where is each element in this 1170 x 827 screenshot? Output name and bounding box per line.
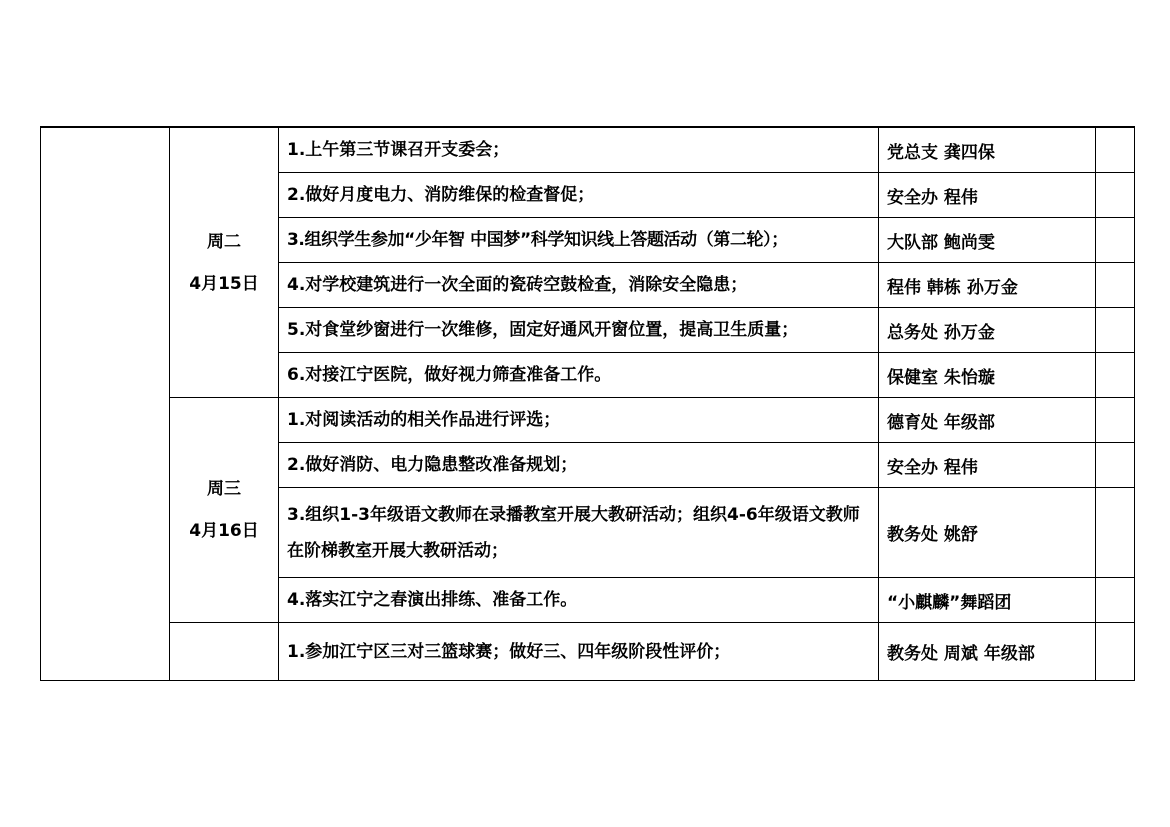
day-cell (170, 398, 279, 623)
task-cell: 6.对接江宁医院，做好视力筛查准备工作。 (279, 353, 879, 398)
task-cell: 4.落实江宁之春演出排练、准备工作。 (279, 578, 879, 623)
note-cell (1096, 308, 1135, 353)
dept-cell: 教务处 姚舒 (879, 488, 1096, 578)
note-cell (1096, 263, 1135, 308)
note-cell (1096, 443, 1135, 488)
week-cell (41, 127, 170, 681)
dept-cell: 德育处 年级部 (879, 398, 1096, 443)
task-cell: 5.对食堂纱窗进行一次维修，固定好通风开窗位置，提高卫生质量； (279, 308, 879, 353)
schedule-table (40, 126, 1135, 681)
task-cell: 2.做好消防、电力隐患整改准备规划； (279, 443, 879, 488)
day-cell (170, 623, 279, 681)
weekday-label: 周三 (207, 479, 241, 499)
date-label: 4月16日 (189, 521, 259, 541)
task-cell: 3.组织1-3年级语文教师在录播教室开展大教研活动；组织4-6年级语文教师在阶梯教室开展大教研活动； (279, 488, 879, 578)
note-cell (1096, 353, 1135, 398)
table-row (41, 127, 1135, 173)
note-cell (1096, 398, 1135, 443)
dept-cell: 大队部 鲍尚雯 (879, 218, 1096, 263)
note-cell (1096, 488, 1135, 578)
task-cell: 1.对阅读活动的相关作品进行评选； (279, 398, 879, 443)
note-cell (1096, 127, 1135, 173)
note-cell (1096, 623, 1135, 681)
weekday-label: 周二 (207, 231, 241, 252)
task-cell: 1.上午第三节课召开支委会； (279, 127, 879, 173)
task-cell: 2.做好月度电力、消防维保的检查督促； (279, 173, 879, 218)
date-label: 4月15日 (189, 273, 259, 294)
task-cell: 3.组织学生参加“少年智 中国梦”科学知识线上答题活动（第二轮）； (279, 218, 879, 263)
note-cell (1096, 173, 1135, 218)
dept-cell: 安全办 程伟 (879, 173, 1096, 218)
dept-cell: 保健室 朱怡璇 (879, 353, 1096, 398)
dept-cell: 总务处 孙万金 (879, 308, 1096, 353)
table-row (41, 398, 1135, 443)
task-cell: 4.对学校建筑进行一次全面的瓷砖空鼓检查，消除安全隐患； (279, 263, 879, 308)
dept-cell: 教务处 周斌 年级部 (879, 623, 1096, 681)
note-cell (1096, 578, 1135, 623)
dept-cell: 安全办 程伟 (879, 443, 1096, 488)
dept-cell: 党总支 龚四保 (879, 127, 1096, 173)
dept-cell: 程伟 韩栋 孙万金 (879, 263, 1096, 308)
day-cell (170, 127, 279, 398)
table-row (41, 623, 1135, 681)
dept-cell: “小麒麟”舞蹈团 (879, 578, 1096, 623)
note-cell (1096, 218, 1135, 263)
task-cell: 1.参加江宁区三对三篮球赛；做好三、四年级阶段性评价； (279, 623, 879, 681)
